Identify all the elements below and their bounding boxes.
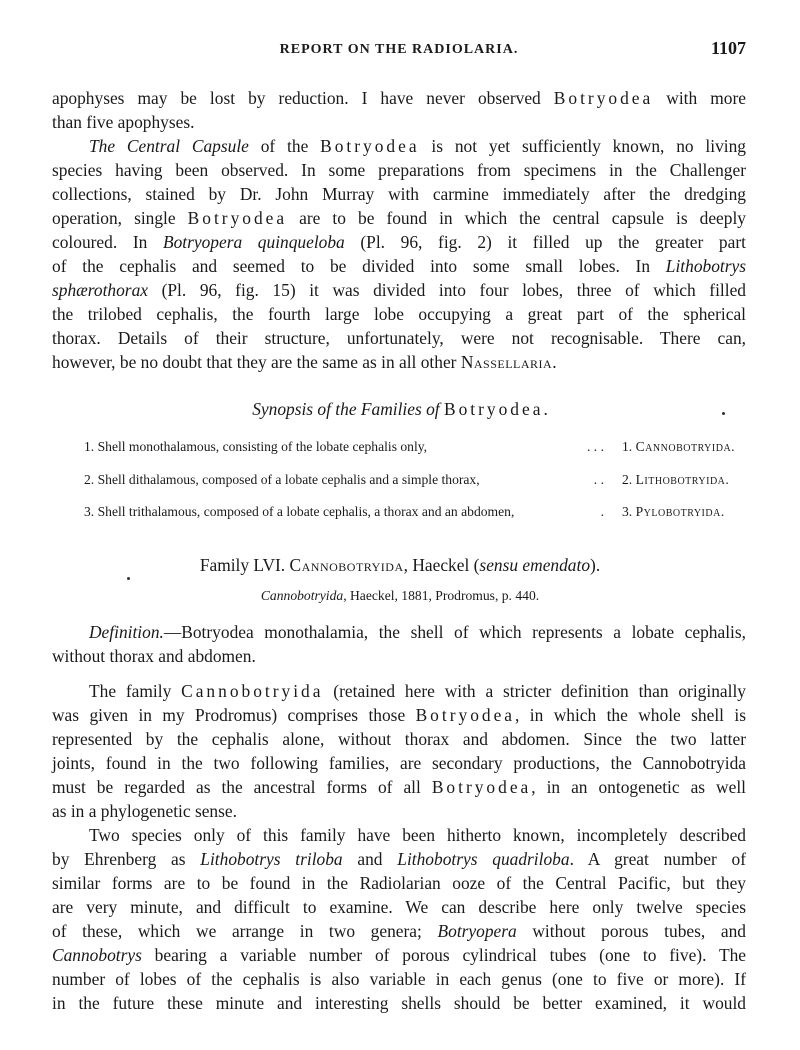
text-line: however, be no doubt that they are the same as in all other Nassellaria. bbox=[52, 352, 557, 372]
text-line: The family Cannobotryida (retained here with a stricter definition than originally bbox=[89, 681, 746, 701]
text-line: was given in my Prodromus) comprises those Botryodea, in which the whole shell is bbox=[52, 705, 746, 725]
definition-line: without thorax and abdomen. bbox=[52, 646, 256, 666]
text-line: number of lobes of the cephalis is also variable in each genus (one to five or more). If bbox=[52, 969, 746, 989]
synopsis-title: Synopsis of the Families of Botryodea. bbox=[252, 399, 548, 419]
text-line: sphærothorax (Pl. 96, fig. 15) it was divided into four lobes, three of which filled bbox=[52, 280, 746, 300]
text-line: Two species only of this family have been hitherto known, incompletely described bbox=[89, 825, 746, 845]
page-number: 1107 bbox=[710, 38, 746, 58]
text-line: species having been observed. In some preparations from specimens in the Challenger bbox=[52, 160, 746, 180]
text-line: apophyses may be lost by reduction. I have never observed Botryodea with more bbox=[52, 88, 746, 108]
family-reference: Cannobotryida, Haeckel, 1881, Prodromus, p. 440. bbox=[260, 588, 540, 603]
text-line: of the cephalis and seemed to be divided into some small lobes. In Lithobotrys bbox=[52, 256, 746, 276]
text-line: in the future these minute and interesting shells should be better examined, it would bbox=[52, 993, 746, 1013]
text-line: thorax. Details of their structure, unfortunately, were not recognisable. There can, bbox=[52, 328, 746, 348]
document-page: REPORT ON THE RADIOLARIA. 1107 apophyses may be lost by reduction. I have never observed Botryodea with more than five apophyses. The Central Capsule of the Botryodea is not yet sufficiently known, no living species having been observed. In some preparations from specimens in the Challenger collections, stained by Dr. John Murray with carmine immediately after the dredging operation, single Botryodea are to be found in which the central capsule is deeply coloured. In Botryopera quinqueloba (Pl. 96, fig. 2) it filled up the greater part of the cephalis and seemed to be divided into some small lobes. In Lithobotrys sphærothorax (Pl. 96, fig. 15) it was divided into four lobes, three of which filled the trilobed cephalis, the fourth large lobe occupying a great part of the spherical thorax. Details of their structure, unfortunately, were not recognisable. There can, however, be no doubt that they are the same as in all other Nassellaria. Synopsis of the Families of Botryodea. 1. Shell monothalamous, consisting of the lobate cephalis only, . . . 1. Cannobotryida. 2. Shell dithalamous, composed of a lobate cephalis and a simple thorax, . . 2. Lithobotryida. 3. Shell trithalamous, composed of a lobate cephalis, a thorax and an abdomen, . 3. Pylobotryida. Family LVI. Cannobotryida, Haeckel (sensu emendato). Cannobotryida, Haeckel, 1881, Prodromus, p. 440. Definition.—Botryodea monothalamia, the shell of which represents a lobate cephalis, without thorax and abdomen. The family Cannobotryida (retained here with a stricter definition than originally was given in my Prodromus) comprises those Botryodea, in which the whole shell is represented by the cephalis alone, without thorax and abdomen. Since the two latter joints, found in the two following families, are secondary productions, the Cannobotryida must be regarded as the ancestral forms of all Botryodea, in an ontogenetic as well as in a phylogenetic sense. Two species only of this family have been hitherto known, incompletely described by Ehrenberg as Lithobotrys triloba and Lithobotrys quadriloba. A great number of similar forms are to be found in the Radiolarian ooze of the Central Pacific, but they are very minute, and difficult to examine. We can describe here only twelve species of these, which we arrange in two genera; Botryopera without porous tubes, and Cannobotrys bearing a variable number of porous cylindrical tubes (one to five). The number of lobes of the cephalis is also variable in each genus (one to five or more). If in the future these minute and interesting shells should be better examined, it would bbox=[0, 0, 800, 1050]
text-line: joints, found in the two following families, are secondary productions, the Cannobotryida bbox=[52, 753, 746, 773]
text-line: operation, single Botryodea are to be found in which the central capsule is deeply bbox=[52, 208, 746, 228]
text-line: must be regarded as the ancestral forms of all Botryodea, in an ontogenetic as well bbox=[52, 777, 746, 797]
text-line: than five apophyses. bbox=[52, 112, 195, 132]
page-header bbox=[52, 38, 746, 62]
text-line: Cannobotrys bearing a variable number of porous cylindrical tubes (one to five). The bbox=[52, 945, 746, 965]
family-heading: Family LVI. Cannobotryida, Haeckel (sensu emendato). bbox=[199, 555, 601, 575]
text-line: by Ehrenberg as Lithobotrys triloba and Lithobotrys quadriloba. A great number of bbox=[52, 849, 746, 869]
stray-mark bbox=[722, 412, 725, 415]
running-title: REPORT ON THE RADIOLARIA. bbox=[279, 42, 519, 57]
text-line: The Central Capsule of the Botryodea is not yet sufficiently known, no living bbox=[89, 136, 746, 156]
text-line: collections, stained by Dr. John Murray with carmine immediately after the dredging bbox=[52, 184, 746, 204]
text-line: represented by the cephalis alone, without thorax and abdomen. Since the two latter bbox=[52, 729, 746, 749]
text-line: of these, which we arrange in two genera; Botryopera without porous tubes, and bbox=[52, 921, 746, 941]
text-line: coloured. In Botryopera quinqueloba (Pl. 96, fig. 2) it filled up the greater part bbox=[52, 232, 746, 252]
text-line: as in a phylogenetic sense. bbox=[52, 801, 237, 821]
stray-mark bbox=[127, 577, 130, 580]
text-line: are very minute, and difficult to examine. We can describe here only twelve species bbox=[52, 897, 746, 917]
text-line: similar forms are to be found in the Radiolarian ooze of the Central Pacific, but they bbox=[52, 873, 746, 893]
definition-line: Definition.—Botryodea monothalamia, the shell of which represents a lobate cephalis, bbox=[89, 622, 746, 642]
text-line: the trilobed cephalis, the fourth large lobe occupying a great part of the spherical bbox=[52, 304, 746, 324]
